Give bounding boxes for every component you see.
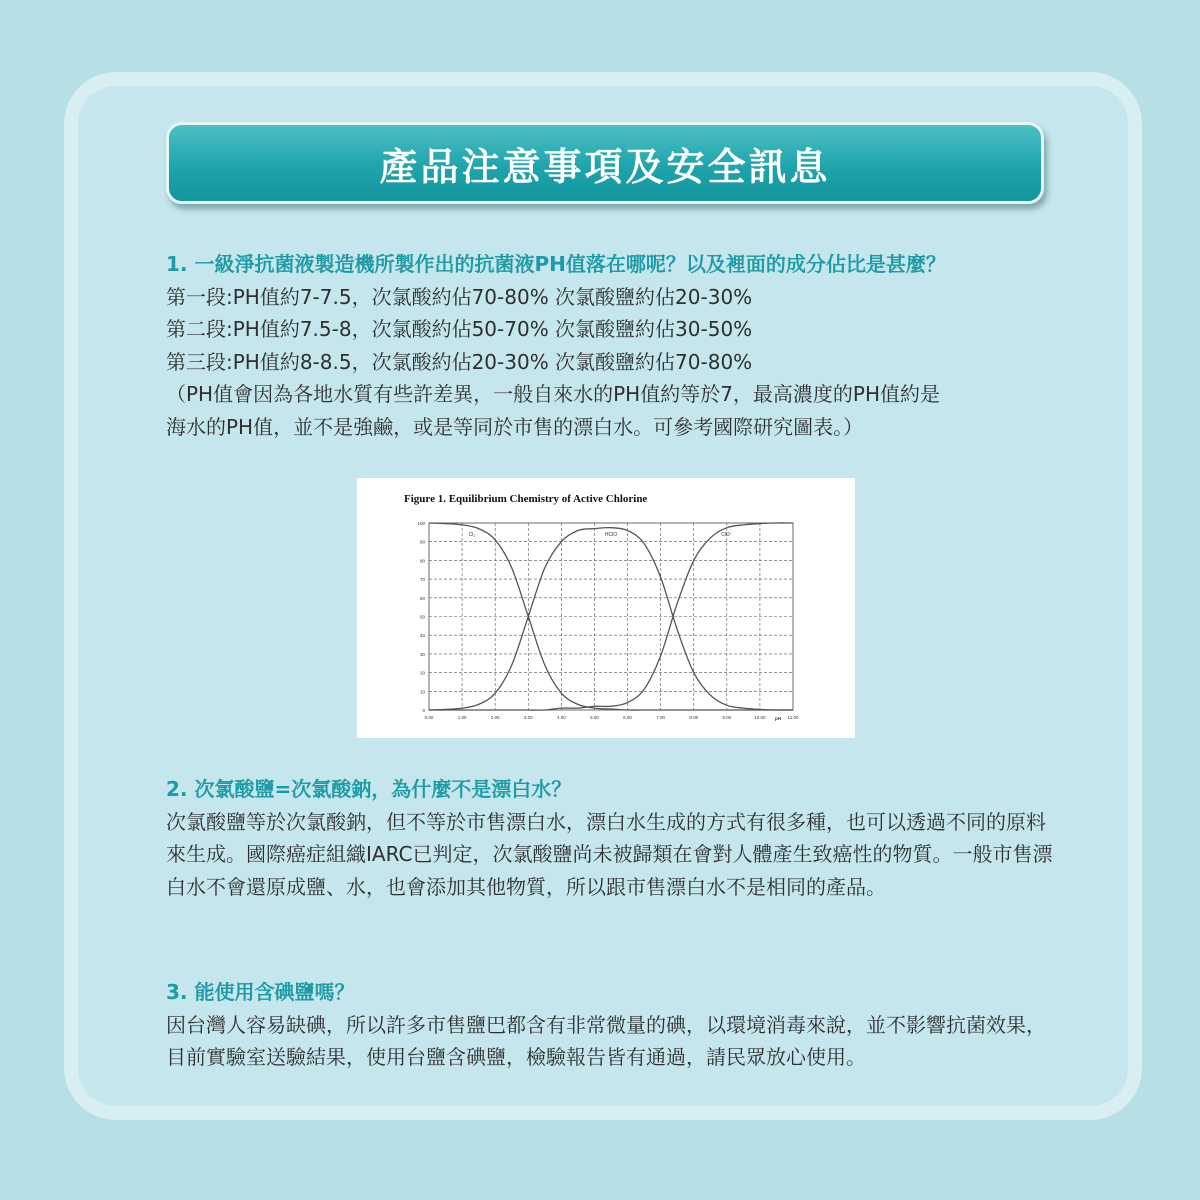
series-line-1 — [429, 528, 793, 710]
x-tick-label: 6.00 — [623, 715, 632, 720]
section-2 — [166, 773, 1056, 903]
x-tick-label: 9.00 — [722, 715, 732, 720]
section-1-line-5: 海水的PH值，並不是強鹼，或是等同於市售的漂白水。可參考國際研究圖表。） — [166, 414, 864, 439]
y-tick-label: 30 — [419, 651, 425, 657]
x-tick-label: 2.00 — [490, 715, 500, 720]
y-tick-label: 0 — [422, 708, 425, 713]
section-2-body: 次氯酸鹽等於次氯酸鈉，但不等於市售漂白水，漂白水生成的方式有很多種，也可以透過不同的原料來生成。國際癌症組織IARC已判定，次氯酸鹽尚未被歸類在會對人體產生致癌性的物質。一般市售漂白水不會還原成鹽、水，也會添加其他物質，所以跟市售漂白水不是相同的產品。 — [166, 809, 1053, 899]
section-2-heading: 2. 次氯酸鹽=次氯酸鈉，為什麼不是漂白水？ — [166, 777, 572, 801]
section-1 — [166, 248, 1056, 443]
y-tick-label: 10 — [419, 689, 425, 695]
y-tick-label: 70 — [419, 577, 425, 583]
section-1-heading: 1. 一級淨抗菌液製造機所製作出的抗菌液PH值落在哪呢？以及裡面的成分佔比是甚麼？ — [166, 252, 946, 276]
x-tick-label: 11.00 — [787, 715, 799, 720]
x-axis-label: pH — [775, 716, 781, 721]
section-1-line-2: 第二段:PH值約7.5-8，次氯酸約佔50-70% 次氯酸鹽約佔30-50% — [166, 317, 753, 341]
x-tick-label: 1.00 — [457, 715, 467, 720]
x-tick-label: 10.00 — [754, 715, 766, 720]
chart-svg — [357, 478, 855, 738]
x-tick-label: 5.00 — [590, 715, 599, 720]
section-1-line-1: 第一段:PH值約7-7.5，次氯酸約佔70-80% 次氯酸鹽約佔20-30% — [166, 284, 753, 309]
series-label-2: ClO⁻ — [721, 532, 733, 539]
x-tick-label: 4.00 — [556, 715, 566, 720]
y-tick-label: 90 — [419, 539, 425, 545]
section-3 — [166, 976, 1056, 1074]
y-tick-label: 50 — [419, 614, 425, 620]
y-tick-label: 20 — [419, 670, 425, 676]
x-tick-label: 0.00 — [424, 715, 434, 720]
x-tick-label: 7.00 — [656, 715, 666, 720]
title-banner — [166, 122, 1044, 204]
y-tick-label: 60 — [419, 595, 425, 601]
series-label-0: Cl₂ — [468, 532, 476, 539]
y-tick-label: 40 — [419, 633, 425, 639]
y-tick-label: 80 — [419, 558, 425, 564]
page-title: 產品注意事項及安全訊息 — [379, 144, 831, 189]
section-1-line-4: （PH值會因為各地水質有些許差異，一般自來水的PH值約等於7，最高濃度的PH值約是 — [166, 382, 941, 406]
chart-title: Figure 1. Equilibrium Chemistry of Active Chlorine — [404, 493, 648, 505]
section-3-heading: 3. 能使用含碘鹽嗎？ — [166, 980, 355, 1004]
x-tick-label: 3.00 — [523, 715, 533, 720]
section-3-body: 因台灣人容易缺碘，所以許多市售鹽巴都含有非常微量的碘，以環境消毒來說，並不影響抗菌效果，目前實驗室送驗結果，使用台鹽含碘鹽，檢驗報告皆有通過，請民眾放心使用。 — [166, 1012, 1046, 1069]
equilibrium-chart — [357, 478, 855, 738]
x-tick-label: 8.00 — [689, 715, 699, 720]
y-tick-label: 100 — [417, 521, 425, 526]
series-label-1: HClO — [604, 532, 618, 539]
section-1-line-3: 第三段:PH值約8-8.5，次氯酸約佔20-30% 次氯酸鹽約佔70-80% — [166, 349, 753, 374]
